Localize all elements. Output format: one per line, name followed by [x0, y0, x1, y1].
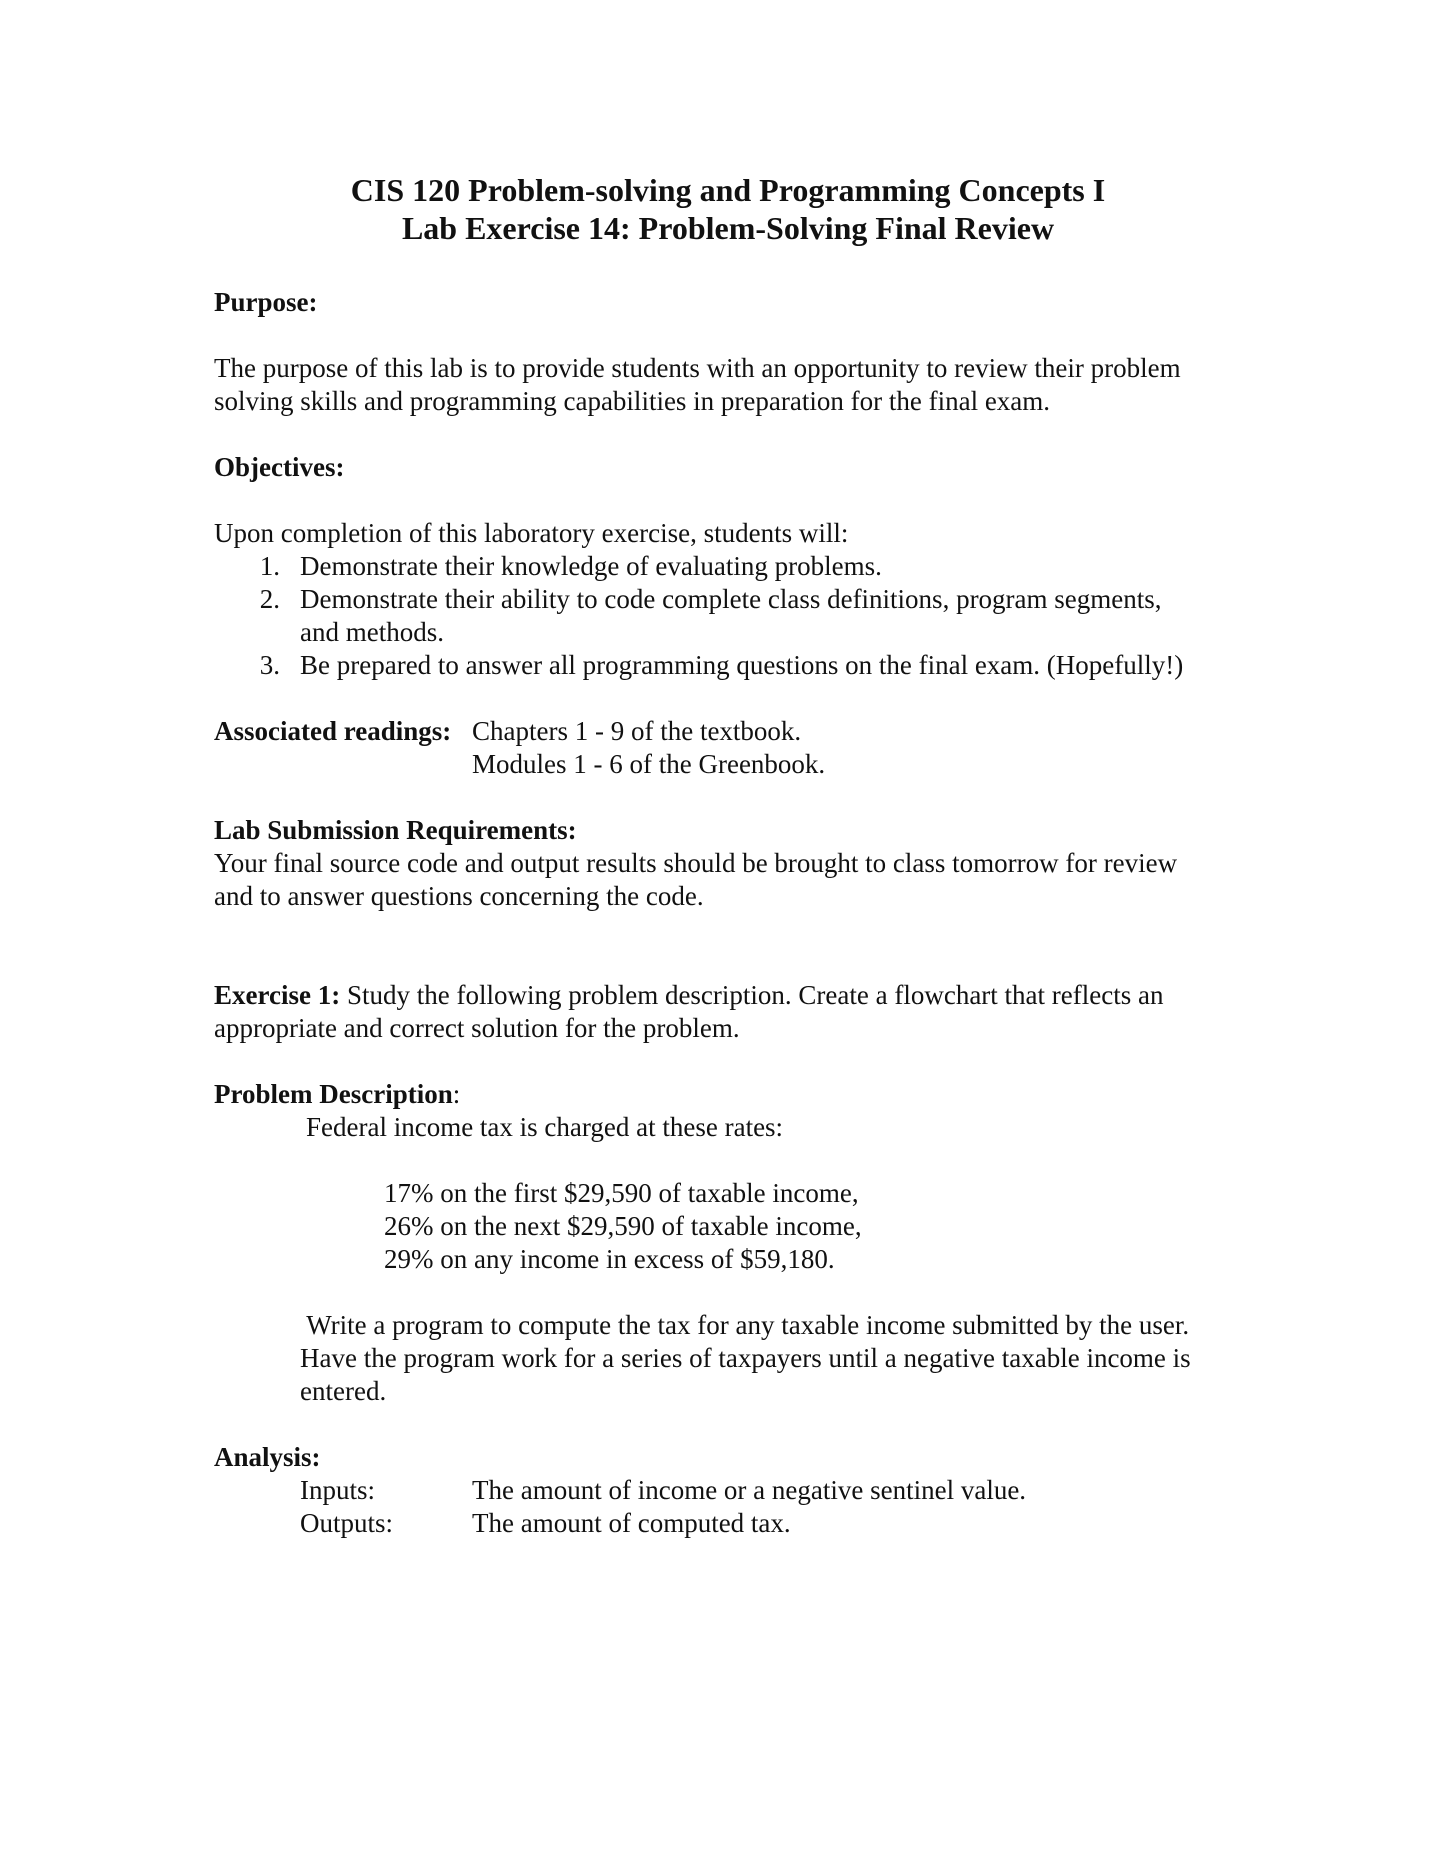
- list-number: 1.: [259, 551, 280, 581]
- objective-text: Be prepared to answer all programming questions on the final exam. (Hopefully!): [300, 650, 1184, 680]
- objective-text: Demonstrate their ability to code complete class definitions, program segments,: [300, 584, 1162, 614]
- list-number: 3.: [259, 650, 280, 680]
- analysis-inputs-value: The amount of income or a negative sentinel value.: [472, 1475, 1027, 1505]
- objectives-intro: Upon completion of this laboratory exercise, students will:: [214, 518, 849, 548]
- objective-item-3: [236, 649, 1183, 682]
- purpose-line-2: solving skills and programming capabilities in preparation for the final exam.: [214, 386, 1051, 416]
- problem-intro: Federal income tax is charged at these rates:: [306, 1112, 784, 1142]
- exercise-label: Exercise 1:: [214, 980, 341, 1010]
- analysis-outputs-value: The amount of computed tax.: [472, 1508, 791, 1538]
- tax-rate-1: 17% on the first $29,590 of taxable income,: [384, 1178, 859, 1208]
- purpose-heading: Purpose:: [214, 287, 318, 317]
- task-line-2: Have the program work for a series of taxpayers until a negative taxable income is: [300, 1343, 1191, 1373]
- problem-heading: Problem Description: [214, 1079, 453, 1109]
- readings-label: Associated readings:: [214, 716, 452, 746]
- submission-line-2: and to answer questions concerning the code.: [214, 881, 704, 911]
- submission-line-1: Your final source code and output results should be brought to class tomorrow for review: [214, 848, 1178, 878]
- list-number: 2.: [259, 584, 280, 614]
- tax-rate-3: 29% on any income in excess of $59,180.: [384, 1244, 835, 1274]
- purpose-line-1: The purpose of this lab is to provide students with an opportunity to review their problem: [214, 353, 1181, 383]
- readings-line-2: Modules 1 - 6 of the Greenbook.: [472, 749, 826, 779]
- course-title: CIS 120 Problem-solving and Programming Concepts I: [350, 172, 1106, 208]
- objective-item-2-continued: and methods.: [300, 617, 444, 647]
- readings-line-1: Chapters 1 - 9 of the textbook.: [472, 716, 802, 746]
- analysis-inputs-label: Inputs:: [300, 1475, 376, 1505]
- objective-item-1: [236, 550, 882, 583]
- exercise-text: Study the following problem description. Create a flowchart that reflects an: [340, 980, 1164, 1010]
- problem-heading-line: [214, 1078, 460, 1111]
- problem-heading-colon: :: [452, 1079, 461, 1109]
- objective-item-2: [236, 583, 1162, 616]
- exercise-line-1: [214, 979, 1163, 1012]
- task-line-1: Write a program to compute the tax for any taxable income submitted by the user.: [300, 1310, 1190, 1340]
- task-line-3: entered.: [300, 1376, 387, 1406]
- objective-text: Demonstrate their knowledge of evaluating problems.: [300, 551, 882, 581]
- exercise-line-2: appropriate and correct solution for the problem.: [214, 1013, 740, 1043]
- analysis-heading: Analysis:: [214, 1442, 321, 1472]
- lab-title: Lab Exercise 14: Problem-Solving Final Review: [401, 210, 1055, 246]
- tax-rate-2: 26% on the next $29,590 of taxable income,: [384, 1211, 862, 1241]
- analysis-outputs-label: Outputs:: [300, 1508, 394, 1538]
- submission-heading: Lab Submission Requirements:: [214, 815, 577, 845]
- objectives-heading: Objectives:: [214, 452, 345, 482]
